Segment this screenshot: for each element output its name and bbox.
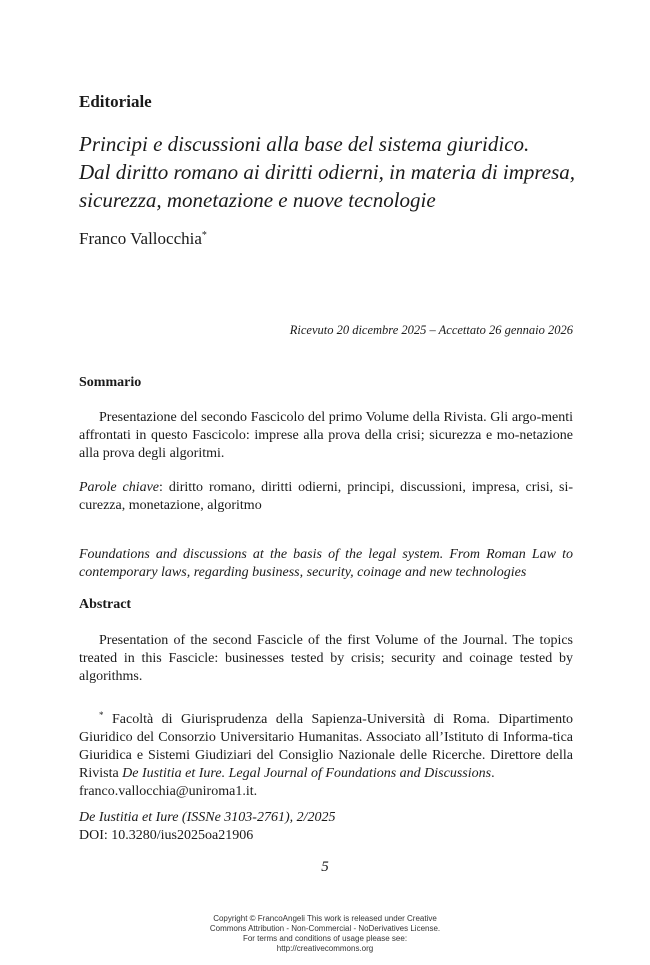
keywords-text: : diritto romano, diritti odierni, principi, discussioni, impresa, crisi, si-curezza, monetazione, algoritmo <box>79 480 573 513</box>
title-line: Dal diritto romano ai diritti odierni, in materia di impresa, <box>79 160 576 184</box>
copyright-line: Commons Attribution - Non-Commercial - NoDerivatives License. <box>209 924 441 933</box>
title-line: sicurezza, monetazione e nuove tecnologie <box>79 188 436 212</box>
footnote-text: Facoltà di Giurisprudenza della Sapienza-Università di Roma. Dipartimento Giuridico del Consorzio Universitario Humanitas. Associato all’Istituto di Informa-tica Giuridica e Sistemi Giudiziari del Consiglio Nazionale delle Ricerche. Direttore della Rivista <box>79 712 573 781</box>
sommario-heading: Sommario <box>79 375 142 390</box>
section-label: Editoriale <box>79 92 152 111</box>
footnote-mark: * <box>99 710 104 720</box>
author-footnote-mark: * <box>201 230 207 241</box>
abstract-heading: Abstract <box>79 597 132 612</box>
footnote-text-end: . <box>491 766 495 781</box>
received-accepted-dates: Ricevuto 20 dicembre 2025 – Accettato 26 gennaio 2026 <box>289 323 573 337</box>
doi[interactable]: DOI: 10.3280/ius2025oa21906 <box>79 828 254 843</box>
citation <box>79 809 573 845</box>
sommario-text: Presentazione del secondo Fascicolo del primo Volume della Rivista. Gli argo-menti affrontati in questo Fascicolo: imprese alla prova della crisi; sicurezza e mo-netazione alla prova degli algoritmi. <box>79 410 573 461</box>
copyright-line: For terms and conditions of usage please see: <box>242 934 408 943</box>
copyright-line: Copyright © FrancoAngeli This work is released under Creative <box>213 914 437 923</box>
page-number: 5 <box>321 859 329 875</box>
title-line: Principi e discussioni alla base del sistema giuridico. <box>79 132 530 156</box>
author-email[interactable]: franco.vallocchia@uniroma1.it. <box>79 784 258 799</box>
keywords <box>79 479 573 515</box>
journal-citation: De Iustitia et Iure (ISSNe 3103-2761), 2/2025 <box>79 810 336 825</box>
author-footnote <box>79 706 573 801</box>
journal-name: De Iustitia et Iure. Legal Journal of Foundations and Discussions <box>122 766 492 781</box>
license-link[interactable]: http://creativecommons.org <box>276 944 374 953</box>
author <box>79 229 207 249</box>
author-name: Franco Vallocchia <box>79 229 202 248</box>
english-title: Foundations and discussions at the basis of the legal system. From Roman Law to contemporary laws, regarding business, security, coinage and new technologies <box>79 547 573 580</box>
article-title <box>79 130 589 214</box>
copyright-notice <box>0 914 650 954</box>
keywords-label: Parole chiave <box>79 480 160 495</box>
abstract-text: Presentation of the second Fascicle of the first Volume of the Journal. The topics treated in this Fascicle: businesses tested by crisis; security and coinage tested by algorithms. <box>79 633 573 684</box>
